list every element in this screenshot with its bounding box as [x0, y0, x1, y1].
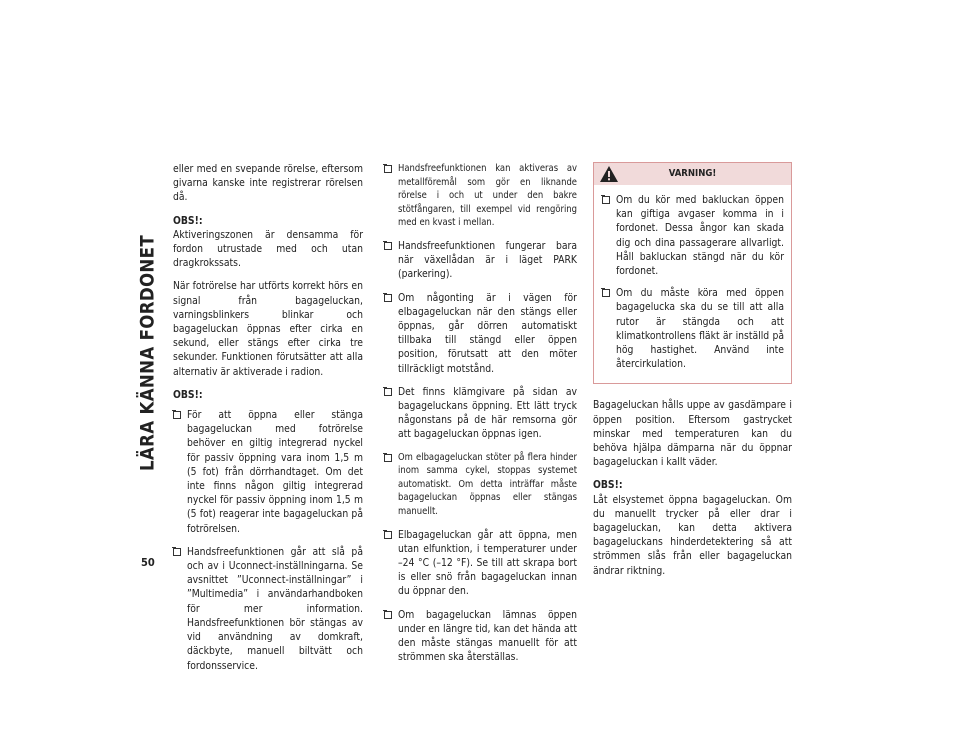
checkbox-bullet-icon	[173, 411, 181, 419]
note-text: Aktiveringszonen är densamma för fordon utrustade med och utan dragkrokssats.	[173, 228, 363, 270]
list-item-text: Om någonting är i vägen för elbagageluckan när den stängs eller öppnas, går dörren automatiskt tillbaka till stängd eller öppen position, förutsatt att den möter tillräckligt motstånd.	[398, 291, 577, 375]
section-side-title	[137, 160, 159, 546]
list-item	[384, 291, 577, 376]
list-item	[602, 286, 784, 371]
checkbox-bullet-icon	[602, 196, 610, 204]
column-2	[384, 162, 577, 673]
page-number: 50	[141, 556, 155, 569]
list-item-text: Om du måste köra med öppen bagagelucka ska du se till att alla rutor är stängda och att klimatkontrollens fläkt är inställd på hög hastighet. Använd inte återcirkulation.	[616, 287, 784, 371]
checkbox-bullet-icon	[384, 388, 392, 396]
list-item-text: Handsfreefunktionen går att slå på och av i Uconnect-inställningarna. Se avsnittet ”Uconnect-inställningar” i ”Multimedia” i användarhandboken för mer information. Handsfreefunktionen bör stängas av vid användning av domkraft, däckbyte, manuell biltvätt och fordonsservice.	[187, 545, 363, 672]
checkbox-bullet-icon	[173, 548, 181, 556]
warning-triangle-icon	[599, 165, 619, 183]
list-item	[602, 193, 784, 278]
list-item	[384, 528, 577, 599]
checkbox-bullet-icon	[384, 165, 392, 173]
list-item	[384, 385, 577, 442]
section-side-title-text: LÄRA KÄNNA FORDONET	[137, 235, 159, 471]
list-item	[173, 408, 363, 536]
list-item	[173, 545, 363, 673]
warning-box	[593, 162, 792, 384]
note-text: Låt elsystemet öppna bagageluckan. Om du manuellt trycker på eller drar i bagageluckan, kan detta aktivera bagageluckans hinderdetektering så att strömmen slås från eller bagageluckan ändrar riktning.	[593, 493, 792, 577]
list-item-text: Om elbagageluckan stöter på flera hinder inom samma cykel, stoppas systemet automatiskt. Om detta inträffar måste bagageluckan öppnas eller stängas manuellt.	[398, 451, 577, 517]
checkbox-bullet-icon	[384, 294, 392, 302]
list-item-text: Elbagageluckan går att öppna, men utan elfunktion, i temperaturer under –24 °C (–12 °F). Se till att skrapa bort is eller snö från bagageluckan innan du öppnar den.	[398, 528, 577, 598]
list-item-text: Handsfreefunktionen fungerar bara när växellådan är i läget PARK (parkering).	[398, 239, 577, 281]
warning-title: VARNING!	[668, 168, 717, 179]
list-item	[384, 162, 577, 230]
note-label: OBS!:	[593, 479, 623, 492]
list-item	[384, 239, 577, 282]
note-bullet-list	[173, 408, 363, 673]
paragraph: När fotrörelse har utförts korrekt hörs en signal från bagageluckan, varningsblinkers blinkar och bagageluckan öppnas efter cirka en sekund, eller stängs efter cirka tre sekunder. Funktionen förutsätter att alla alternativ är aktiverade i radion.	[173, 280, 363, 378]
list-item-text: Det finns klämgivare på sidan av bagageluckans öppning. Ett lätt tryck någonstans på de här remsorna gör att bagageluckan öppnas igen.	[398, 385, 577, 441]
note-bullet-list	[384, 162, 577, 664]
warning-bullet-list	[594, 185, 791, 371]
checkbox-bullet-icon	[384, 242, 392, 250]
checkbox-bullet-icon	[384, 611, 392, 619]
list-item-text: Om bagageluckan lämnas öppen under en längre tid, kan det hända att den måste stängas manuellt för att strömmen ska återställas.	[398, 608, 577, 664]
checkbox-bullet-icon	[384, 454, 392, 462]
paragraph: eller med en svepande rörelse, eftersom givarna kanske inte registrerar rörelsen då.	[173, 163, 363, 204]
note-label: OBS!:	[173, 388, 203, 401]
checkbox-bullet-icon	[602, 289, 610, 297]
list-item-text: För att öppna eller stänga bagageluckan med fotrörelse behöver en giltig integrerad nyckel för passiv öppning vara inom 1,5 m (5 fot) från dörrhandtaget. Om det inte finns någon giltig integrerad nyckel för passiv öppning inom 1,5 m (5 fot) reagerar inte bagageluckan på fotrörelsen.	[187, 409, 363, 535]
warning-header	[594, 163, 791, 185]
list-item-text: Handsfreefunktionen kan aktiveras av metallföremål som gör en liknande rörelse i och ut under den bakre stötfångaren, till exempel vid rengöring med en kvast i mellan.	[398, 163, 577, 229]
list-item-text: Om du kör med bakluckan öppen kan giftiga avgaser komma in i fordonet. Dessa ångor kan skada dig och dina passagerare allvarligt. Håll bakluckan stängd när du kör fordonet.	[616, 194, 784, 278]
column-3	[593, 162, 792, 587]
paragraph: Bagageluckan hålls uppe av gasdämpare i öppen position. Eftersom gastrycket minskar med temperaturen kan du behöva hjälpa dämparna när du öppnar bagageluckan i kallt väder.	[593, 399, 792, 469]
list-item	[384, 451, 577, 519]
column-1	[173, 162, 363, 682]
checkbox-bullet-icon	[384, 531, 392, 539]
note-label: OBS!:	[173, 214, 203, 227]
list-item	[384, 608, 577, 665]
